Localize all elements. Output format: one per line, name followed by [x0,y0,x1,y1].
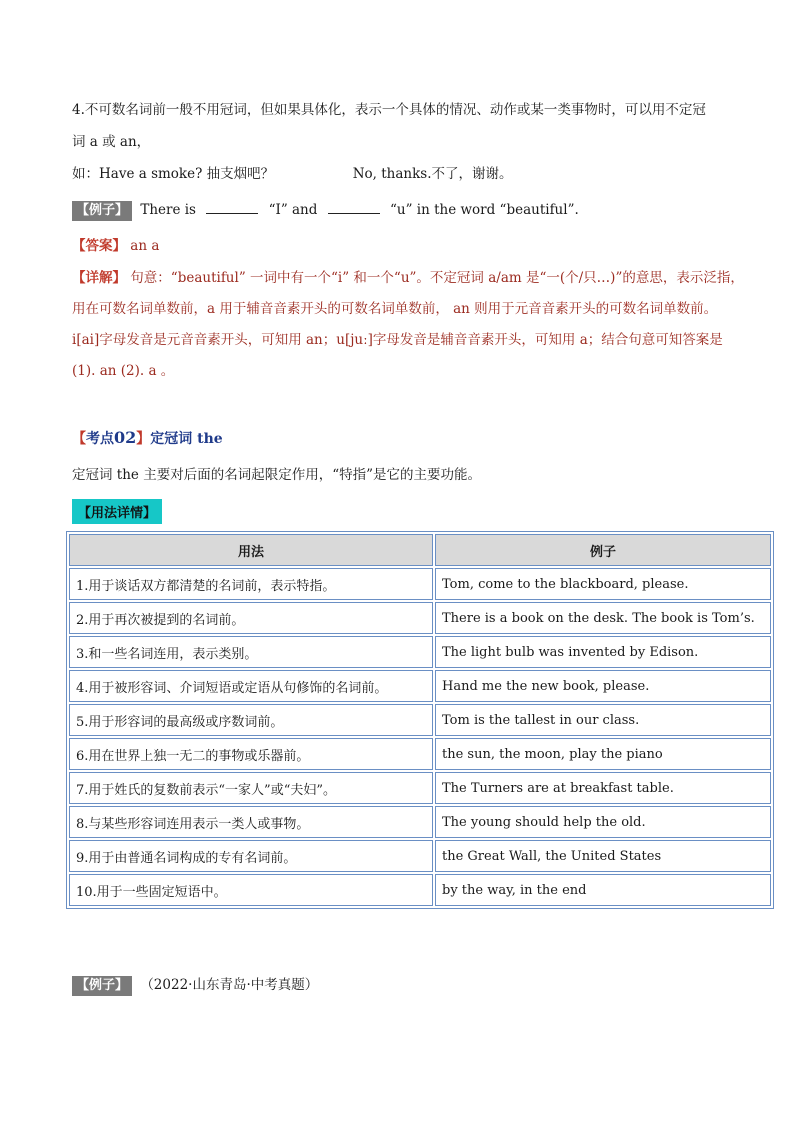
table-row [69,840,771,872]
table-row [69,772,771,804]
heading-label: 考点 [86,431,114,447]
example-cell: The light bulb was invented by Edison. [435,636,771,668]
table-row [69,704,771,736]
intro-example [72,165,513,183]
usage-cell: 3.和一些名词连用，表示类别。 [69,636,433,668]
usage-cell: 5.用于形容词的最高级或序数词前。 [69,704,433,736]
usage-cell: 6.用在世界上独一无二的事物或乐器前。 [69,738,433,770]
heading-title: 定冠词 the [150,431,223,447]
example-text-3: “u” in the word “beautiful”. [389,202,579,218]
example-cell: There is a book on the desk. The book is Tom’s. [435,602,771,634]
heading-number: 02 [114,428,137,447]
example-2-tag: 【例子】 [72,976,132,996]
example-reply: No, thanks.不了，谢谢。 [352,166,513,182]
section-description: 定冠词 the 主要对后面的名词起限定作用，“特指”是它的主要功能。 [72,467,481,483]
section-heading [72,428,223,448]
header-example: 例子 [435,534,771,566]
table-row [69,806,771,838]
example-text-2: “I” and [268,202,318,218]
usage-cell: 1.用于谈话双方都清楚的名词前，表示特指。 [69,568,433,600]
heading-bracket-close: 】 [136,431,151,447]
usage-details-tag: 【用法详情】 [72,499,162,524]
example-english: 如：Have a smoke? 抽支烟吧？ [72,166,275,182]
example-cell: the Great Wall, the United States [435,840,771,872]
usage-cell: 9.用于由普通名词构成的专有名词前。 [69,840,433,872]
example-cell: by the way, in the end [435,874,771,906]
usage-cell: 4.用于被形容词、介词短语或定语从句修饰的名词前。 [69,670,433,702]
usage-cell: 8.与某些形容词连用表示一类人或事物。 [69,806,433,838]
table-row [69,636,771,668]
table-row [69,568,771,600]
detail-line-3: i[ai]字母发音是元音音素开头，可知用 an；u[juː]字母发音是辅音音素开头，可知用 a；结合句意可知答案是 [72,332,723,348]
example-cell: Tom is the tallest in our class. [435,704,771,736]
usage-cell: 2.用于再次被提到的名词前。 [69,602,433,634]
example-cell: Hand me the new book, please. [435,670,771,702]
usage-table [66,531,774,909]
detail-tag: 【详解】 [72,270,126,286]
blank-1 [206,201,258,214]
example-2 [72,976,318,996]
usage-cell: 10.用于一些固定短语中。 [69,874,433,906]
example-cell: Tom, come to the blackboard, please. [435,568,771,600]
table-row [69,738,771,770]
example-tag: 【例子】 [72,201,132,221]
table-row [69,670,771,702]
table-header-row [69,534,771,566]
answer-tag: 【答案】 [72,238,126,254]
table-row [69,602,771,634]
answer-line [72,237,159,255]
table-row [69,874,771,906]
detail-line-1 [72,269,744,287]
example-text-1: There is [140,202,196,218]
heading-bracket-open: 【 [72,431,86,447]
detail-line-4: (1). an (2). a 。 [72,363,175,379]
blank-2 [328,201,380,214]
header-usage: 用法 [69,534,433,566]
example-cell: The young should help the old. [435,806,771,838]
answer-value: an a [130,238,160,254]
example-cell: the sun, the moon, play the piano [435,738,771,770]
example-2-source: （2022·山东青岛·中考真题） [140,977,319,993]
detail-line-2: 用在可数名词单数前，a 用于辅音音素开头的可数名词单数前， an 则用于元音音素开头的可数名词单数前。 [72,301,718,317]
intro-line-1: 4.不可数名词前一般不用冠词，但如果具体化，表示一个具体的情况、动作或某一类事物时，可以用不定冠 [72,102,706,118]
example-1 [72,201,579,221]
usage-cell: 7.用于姓氏的复数前表示“一家人”或“夫妇”。 [69,772,433,804]
detail-text-1: 句意：“beautiful” 一词中有一个“i” 和一个“u”。不定冠词 a/am 是“一(个/只…)”的意思，表示泛指， [130,270,744,286]
example-cell: The Turners are at breakfast table. [435,772,771,804]
intro-line-2: 词 a 或 an， [72,134,151,150]
